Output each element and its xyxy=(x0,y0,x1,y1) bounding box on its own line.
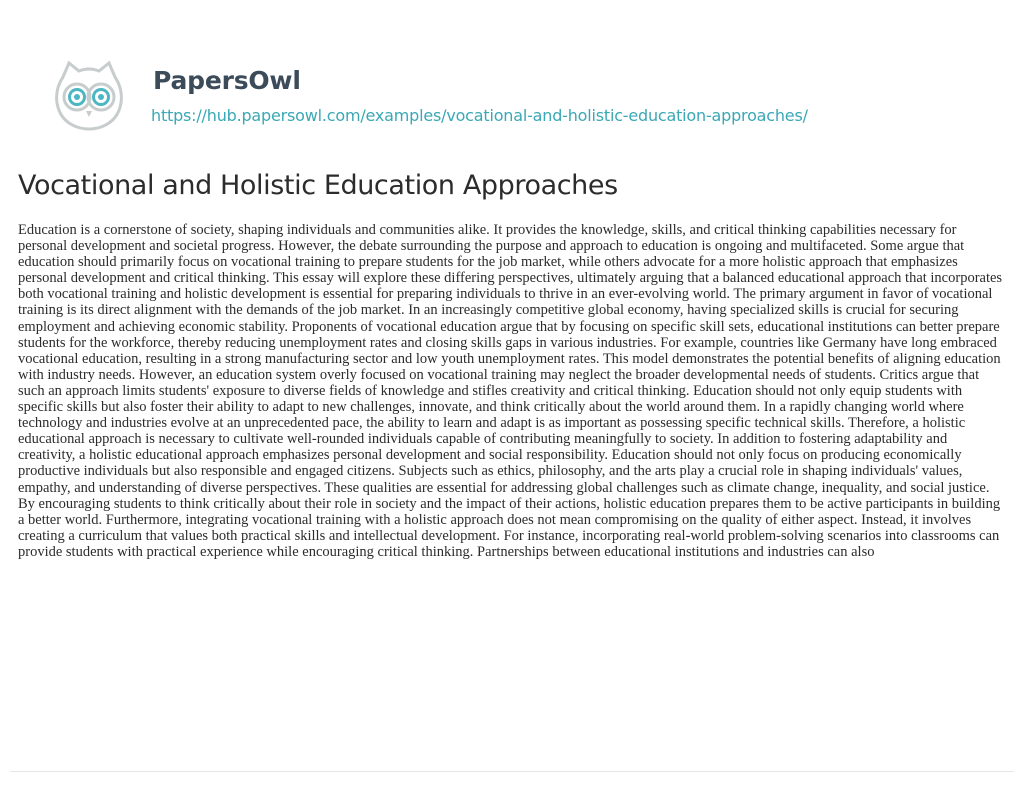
brand-name[interactable]: PapersOwl xyxy=(153,66,301,95)
article-title: Vocational and Holistic Education Approaches xyxy=(18,170,618,201)
site-header xyxy=(0,0,1024,160)
text-fade-overlay xyxy=(0,560,1024,710)
owl-logo-icon[interactable] xyxy=(49,55,129,135)
article-body: Education is a cornerstone of society, shaping individuals and communities alike. It provides the knowledge, skills, and critical thinking capabilities necessary for personal development and societal progress. However, the debate surrounding the purpose and approach to education is ongoing and multifaceted. Some argue that education should primarily focus on vocational training to prepare students for the job market, while others advocate for a more holistic approach that emphasizes personal development and critical thinking. This essay will explore these differing perspectives, ultimately arguing that a balanced educational approach that incorporates both vocational training and holistic development is essential for preparing individuals to thrive in an ever-evolving world. The primary argument in favor of vocational training is its direct alignment with the demands of the job market. In an increasingly competitive global economy, having specialized skills is crucial for securing employment and achieving economic stability. Proponents of vocational education argue that by focusing on specific skill sets, educational institutions can better prepare students for the workforce, thereby reducing unemployment rates and closing skills gaps in various industries. For example, countries like Germany have long embraced vocational education, resulting in a strong manufacturing sector and low youth unemployment rates. This model demonstrates the potential benefits of aligning education with industry needs. However, an education system overly focused on vocational training may neglect the broader developmental needs of students. Critics argue that such an approach limits students' exposure to diverse fields of knowledge and stifles creativity and critical thinking. Education should not only equip students with specific skills but also foster their ability to adapt to new challenges, innovate, and think critically about the world around them. In a rapidly changing world where technology and industries evolve at an unprecedented pace, the ability to learn and adapt is as important as possessing specific technical skills. Therefore, a holistic educational approach is necessary to cultivate well-rounded individuals capable of contributing meaningfully to society. In addition to fostering adaptability and creativity, a holistic educational approach emphasizes personal development and social responsibility. Education should not only focus on producing economically productive individuals but also responsible and engaged citizens. Subjects such as ethics, philosophy, and the arts play a crucial role in shaping individuals' values, empathy, and understanding of diverse perspectives. These qualities are essential for addressing global challenges such as climate change, inequality, and social justice. By encouraging students to think critically about their role in society and the impact of their actions, holistic education prepares them to be active participants in building a better world. Furthermore, integrating vocational training with a holistic approach does not mean compromising on the quality of either aspect. Instead, it involves creating a curriculum that values both practical skills and intellectual development. For instance, incorporating real-world problem-solving scenarios into classrooms can provide students with practical experience while encouraging critical thinking. Partnerships between educational institutions and industries can also xyxy=(18,222,1003,560)
bottom-divider xyxy=(10,771,1014,772)
source-url-link[interactable]: https://hub.papersowl.com/examples/vocational-and-holistic-education-approaches/ xyxy=(151,106,808,125)
